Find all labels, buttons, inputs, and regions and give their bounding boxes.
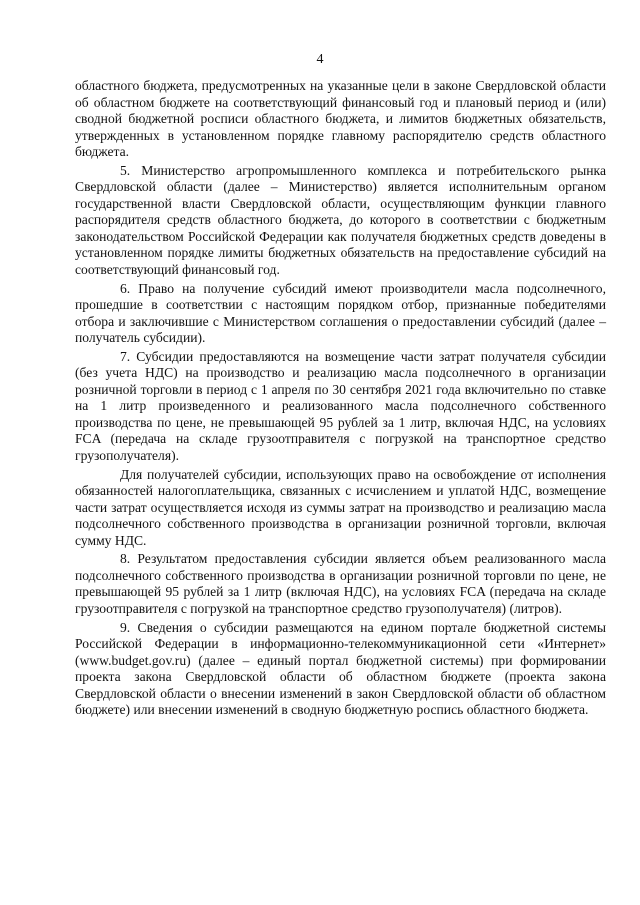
- document-body: [75, 78, 606, 721]
- paragraph-5-ministry: 5. Министерство агропромышленного комплекса и потребительского рынка Свердловской области (далее – Министерство) является исполнительным органом государственной власти Свердловской области, осуществляющим функции главного распорядителя средств областного бюджета, до которого в соответствии с бюджетным законодательством Российской Федерации как получателя бюджетных средств доведены в установленном порядке лимиты бюджетных обязательств на предоставление субсидий на соответствующий финансовый год.: [75, 162, 606, 278]
- paragraph-9-publication: 9. Сведения о субсидии размещаются на едином портале бюджетной системы Российской Федерации в информационно-телекоммуникационной сети «Интернет» (www.budget.gov.ru) (далее – единый портал бюджетной системы) при формировании проекта закона Свердловской области об областном бюджете (проекта закона Свердловской области о внесении изменений в закон Свердловской области об областном бюджете) или внесении изменений в сводную бюджетную роспись областного бюджета.: [75, 619, 606, 718]
- paragraph-6-eligibility: 6. Право на получение субсидий имеют производители масла подсолнечного, прошедшие в соответствии с настоящим порядком отбор, признанные победителями отбора и заключившие с Министерством соглашения о предоставлении субсидий (далее – получатель субсидии).: [75, 280, 606, 346]
- paragraph-7-vat-exempt: Для получателей субсидии, использующих право на освобождение от исполнения обязанностей налогоплательщика, связанных с исчислением и уплатой НДС, возмещение части затрат осуществляется исходя из суммы затрат на производство и реализацию масла подсолнечного собственного производства в организации розничной торговли, включая сумму НДС.: [75, 466, 606, 548]
- paragraph-8-result: 8. Результатом предоставления субсидии является объем реализованного масла подсолнечного собственного производства в организации розничной торговли по цене, не превышающей 95 рублей за 1 литр (включая НДС), на условиях FCA (передача на складе грузоотправителя с погрузкой на транспортное средство грузополучателя) (литров).: [75, 551, 606, 616]
- paragraph-continuation: областного бюджета, предусмотренных на указанные цели в законе Свердловской области об областном бюджете на соответствующий финансовый год и плановый период и (или) сводной бюджетной росписи областного бюджета, и лимитов бюджетных обязательств, утвержденных в установленном порядке главному распорядителю средств областного бюджета.: [75, 78, 606, 160]
- paragraph-7-subsidy-terms: 7. Субсидии предоставляются на возмещение части затрат получателя субсидии (без учета НДС) на производство и реализацию масла подсолнечного в организации розничной торговли в период с 1 апреля по 30 сентября 2021 года включительно по ставке на 1 литр произведенного и реализованного масла подсолнечного собственного производства по цене, не превышающей 95 рублей за 1 литр, включая НДС, на условиях FCA (передача на складе грузоотправителя с погрузкой на транспортное средство грузополучателя).: [75, 348, 606, 464]
- page-number: 4: [316, 52, 324, 67]
